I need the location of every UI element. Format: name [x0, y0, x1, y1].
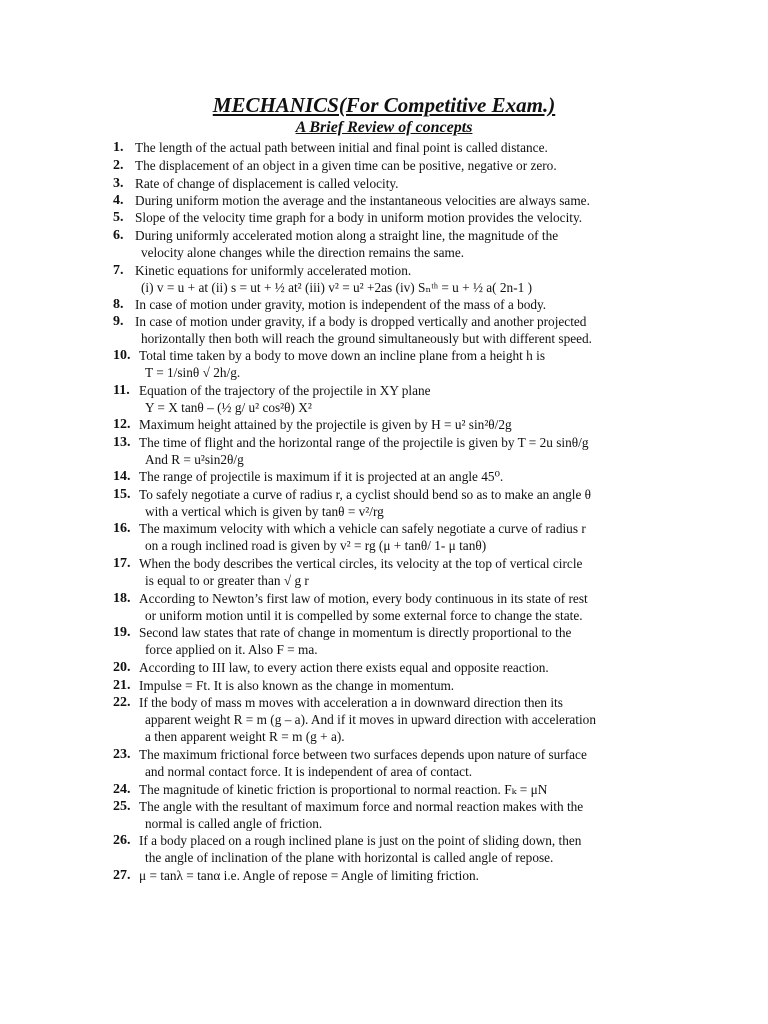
item-number: 9.	[113, 314, 124, 329]
item-number: 5.	[113, 210, 124, 225]
item-text-line: To safely negotiate a curve of radius r, a cyclist should bend so as to make an angle θ	[139, 487, 592, 502]
item-number: 1.	[113, 140, 124, 155]
document-title: MECHANICS(For Competitive Exam.)	[212, 93, 556, 117]
item-text-line: force applied on it. Also F = ma.	[145, 642, 318, 658]
item-text-line: Rate of change of displacement is called velocity.	[135, 176, 399, 191]
item-text-line: The maximum velocity with which a vehicle can safely negotiate a curve of radius r	[139, 521, 586, 536]
item-text-line: Second law states that rate of change in momentum is directly proportional to the	[139, 625, 572, 640]
item-number: 27.	[113, 868, 131, 883]
item-text-line: or uniform motion until it is compelled by some external force to change the state.	[145, 608, 583, 624]
item-number: 20.	[113, 660, 131, 675]
item-text-line: The angle with the resultant of maximum force and normal reaction makes with the	[139, 799, 584, 814]
item-number: 13.	[113, 435, 131, 450]
item-text-line: During uniform motion the average and the instantaneous velocities are always same.	[135, 193, 590, 208]
item-text-line: Equation of the trajectory of the projectile in XY plane	[139, 383, 431, 398]
item-text-line: In case of motion under gravity, if a body is dropped vertically and another projected	[135, 314, 587, 329]
item-text-line: with a vertical which is given by tanθ = v²/rg	[145, 504, 384, 520]
item-number: 12.	[113, 417, 131, 432]
item-text-line: If the body of mass m moves with acceleration a in downward direction then its	[139, 695, 563, 710]
item-text-line: apparent weight R = m (g – a). And if it moves in upward direction with acceleration	[145, 712, 596, 728]
item-text-line: Y = X tanθ – (½ g/ u² cos²θ) X²	[145, 400, 312, 416]
item-text-line: Maximum height attained by the projectile is given by H = u² sin²θ/2g	[139, 417, 512, 432]
item-number: 4.	[113, 193, 124, 208]
item-text-line: According to III law, to every action there exists equal and opposite reaction.	[139, 660, 549, 675]
item-text-line: on a rough inclined road is given by v² = rg (μ + tanθ/ 1- μ tanθ)	[145, 538, 487, 554]
item-text-line: a then apparent weight R = m (g + a).	[145, 729, 345, 745]
item-text-line: T = 1/sinθ √ 2h/g.	[145, 365, 241, 381]
item-text-line: The length of the actual path between initial and final point is called distance.	[135, 140, 548, 155]
item-text-line: is equal to or greater than √ g r	[145, 573, 309, 589]
item-text-line: The time of flight and the horizontal range of the projectile is given by T = 2u sinθ/g	[139, 435, 589, 450]
item-text-line: and normal contact force. It is independent of area of contact.	[145, 764, 473, 780]
item-text-line: The range of projectile is maximum if it is projected at an angle 45⁰.	[139, 469, 504, 484]
item-number: 11.	[113, 383, 130, 398]
item-text-line: velocity alone changes while the direction remains the same.	[141, 245, 465, 261]
item-text-line: Total time taken by a body to move down an incline plane from a height h is	[139, 348, 546, 363]
item-text-line: The displacement of an object in a given time can be positive, negative or zero.	[135, 158, 557, 173]
item-text-line: And R = u²sin2θ/g	[145, 452, 244, 468]
item-number: 21.	[113, 678, 131, 693]
item-number: 23.	[113, 747, 131, 762]
item-number: 26.	[113, 833, 131, 848]
item-text-line: The magnitude of kinetic friction is proportional to normal reaction. Fₖ = μN	[139, 782, 548, 797]
item-text-line: If a body placed on a rough inclined plane is just on the point of sliding down, then	[139, 833, 582, 848]
item-text-line: When the body describes the vertical circles, its velocity at the top of vertical circle	[139, 556, 583, 571]
item-text-line: The maximum frictional force between two surfaces depends upon nature of surface	[139, 747, 587, 762]
item-number: 14.	[113, 469, 131, 484]
item-number: 16.	[113, 521, 131, 536]
item-text-line: In case of motion under gravity, motion is independent of the mass of a body.	[135, 297, 547, 312]
item-number: 8.	[113, 297, 124, 312]
item-number: 24.	[113, 782, 131, 797]
document-subtitle: A Brief Review of concepts	[295, 119, 473, 136]
item-text-line: the angle of inclination of the plane with horizontal is called angle of repose.	[145, 850, 554, 866]
item-text-line: Impulse = Ft. It is also known as the change in momentum.	[139, 678, 455, 693]
item-text-line: μ = tanλ = tanα i.e. Angle of repose = Angle of limiting friction.	[139, 868, 479, 883]
item-number: 25.	[113, 799, 131, 814]
item-text-line: According to Newton’s first law of motion, every body continuous in its state of rest	[139, 591, 588, 606]
item-number: 17.	[113, 556, 131, 571]
item-number: 3.	[113, 176, 124, 191]
item-text-line: Kinetic equations for uniformly accelerated motion.	[135, 263, 412, 278]
item-number: 19.	[113, 625, 131, 640]
item-text-line: During uniformly accelerated motion along a straight line, the magnitude of the	[135, 228, 559, 243]
item-text-line: (i) v = u + at (ii) s = ut + ½ at² (iii) v² = u² +2as (iv) Sₙᵗʰ = u + ½ a( 2n-1 )	[141, 280, 533, 296]
item-number: 10.	[113, 348, 131, 363]
item-number: 7.	[113, 263, 124, 278]
item-text-line: Slope of the velocity time graph for a body in uniform motion provides the velocity.	[135, 210, 583, 225]
item-number: 2.	[113, 158, 124, 173]
item-number: 6.	[113, 228, 124, 243]
item-number: 18.	[113, 591, 131, 606]
item-text-line: normal is called angle of friction.	[145, 816, 323, 832]
item-number: 15.	[113, 487, 131, 502]
item-text-line: horizontally then both will reach the ground simultaneously but with different speed.	[141, 331, 593, 347]
item-number: 22.	[113, 695, 131, 710]
